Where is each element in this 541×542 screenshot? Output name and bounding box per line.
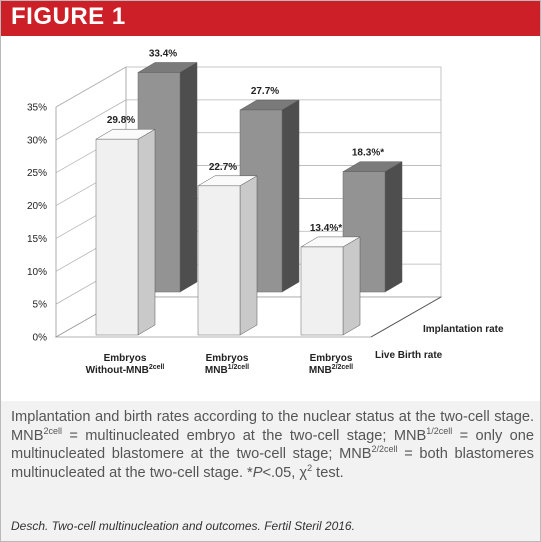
y-tick-label: 0% xyxy=(32,332,47,344)
caption-sup-3: 2/2cell xyxy=(371,444,398,454)
data-label: 27.7% xyxy=(250,85,280,97)
data-label: 22.7% xyxy=(208,161,238,173)
category-label xyxy=(86,364,165,376)
bar-side-1 xyxy=(282,100,299,292)
y-tick-label: 20% xyxy=(26,201,47,213)
caption-text-3: = only one multinucleated blastomere at the two-cell stage; MNB xyxy=(11,427,534,462)
data-label: 33.4% xyxy=(148,48,178,60)
data-label: 29.8% xyxy=(106,115,136,127)
caption-text-4: = both blastomeres multinucleated at the two-cell stage. * xyxy=(11,446,534,481)
category-label-sup: 2cell xyxy=(148,364,165,371)
bar-chart xyxy=(1,36,540,401)
chart-panel xyxy=(1,36,540,401)
caption-sup-2: 1/2cell xyxy=(426,425,453,436)
category-label xyxy=(205,364,249,376)
y-tick-label: 35% xyxy=(26,102,47,114)
series-name-implantation: Implantation rate xyxy=(423,324,504,335)
figure-title: FIGURE 1 xyxy=(11,3,126,30)
y-tick-label: 15% xyxy=(26,233,47,245)
bar-side-0 xyxy=(343,237,360,335)
side-wall-top-edge xyxy=(56,67,126,107)
category-label: Embryos xyxy=(309,353,353,364)
category-label-sup: 2/2cell xyxy=(331,364,354,371)
bar-side-1 xyxy=(385,162,402,292)
caption-text-6: test. xyxy=(312,464,344,481)
caption-text-1: Implantation and birth rates according to the nuclear status at the two-cell stage. MNB xyxy=(11,409,534,444)
category-label: Embryos xyxy=(103,353,147,364)
category-label: Embryos xyxy=(205,353,249,364)
bar-front-0 xyxy=(96,139,138,335)
category-label-base: MNB xyxy=(204,365,228,376)
figure-banner xyxy=(1,1,540,36)
category-label-base: Without-MNB xyxy=(85,365,149,376)
category-label-sup: 1/2cell xyxy=(227,364,250,371)
y-tick-label: 25% xyxy=(26,168,47,180)
caption-text-2: = multinucleated embryo at the two-cell stage; MNB xyxy=(61,427,427,444)
caption-text-5: <.05, χ xyxy=(262,464,308,481)
bar-side-0 xyxy=(138,129,155,335)
y-tick-label: 30% xyxy=(26,135,47,147)
data-label: 18.3%* xyxy=(351,147,385,159)
bar-front-0 xyxy=(198,186,240,335)
y-tick-label: 5% xyxy=(32,299,47,311)
data-label: 13.4%* xyxy=(309,222,343,234)
category-label-base: MNB xyxy=(308,365,332,376)
figure-citation: Desch. Two-cell multinucleation and outcomes. Fertil Steril 2016. xyxy=(11,519,355,533)
caption-sup-1: 2cell xyxy=(43,425,62,436)
figure-caption xyxy=(11,408,534,482)
category-label xyxy=(309,364,353,376)
bar-side-0 xyxy=(240,176,257,335)
caption-sup-4: 2 xyxy=(307,462,313,473)
bar-side-1 xyxy=(180,63,197,293)
y-tick-label: 10% xyxy=(26,266,47,278)
bar-front-0 xyxy=(301,247,343,335)
caption-p-italic: P xyxy=(252,464,263,481)
series-name-live-birth: Live Birth rate xyxy=(375,350,443,361)
